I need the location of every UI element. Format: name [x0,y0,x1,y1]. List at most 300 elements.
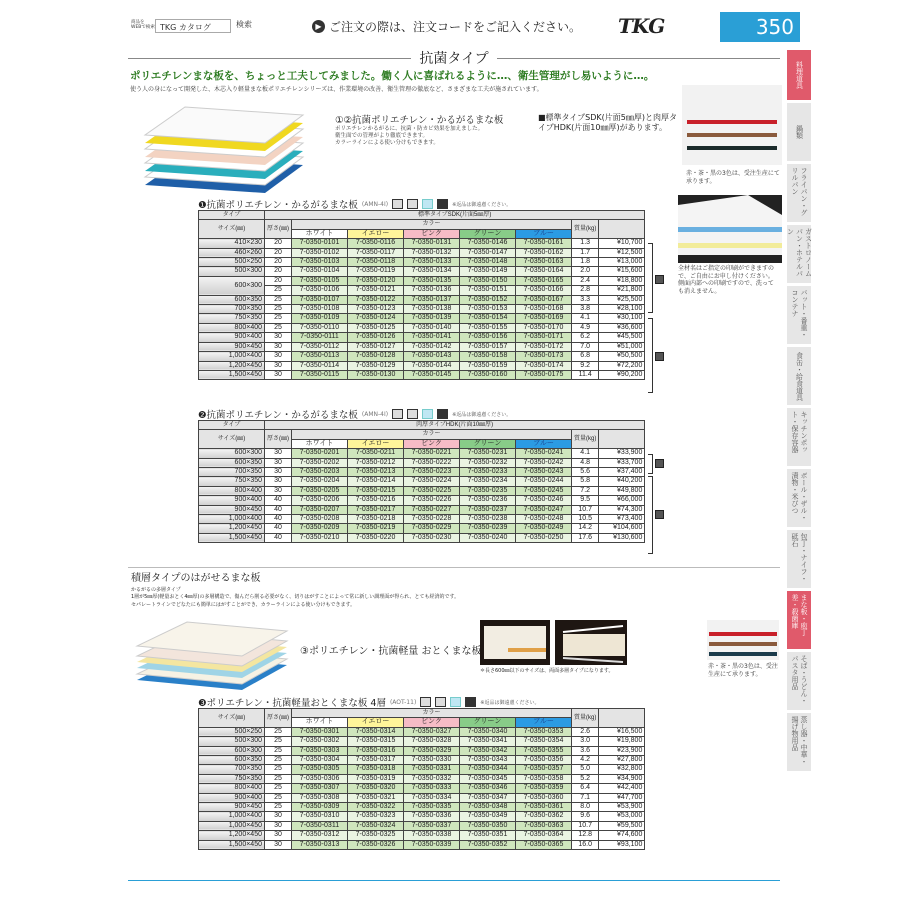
order-code-blue: 7-0350-0165 [516,276,572,285]
weight-cell: 3.6 [572,746,599,755]
order-code-blue: 7-0350-0358 [516,774,572,783]
size-cell: 500×250 [199,258,265,267]
order-code-yellow: 7-0350-0116 [348,239,404,248]
thickness-cell: 30 [265,352,292,361]
size-cell: 600×300 [199,449,265,458]
product-table-1 [198,198,645,380]
price-cell: ¥21,800 [599,286,645,295]
order-code-blue: 7-0350-0357 [516,765,572,774]
order-code-white: 7-0350-0105 [292,276,348,285]
order-code-green: 7-0350-0240 [460,533,516,542]
order-code-white: 7-0350-0208 [292,515,348,524]
sidebar-tab[interactable]: 料理道具 [787,50,811,100]
price-cell: ¥53,900 [599,803,645,812]
spec-icon [465,697,476,707]
order-code-yellow: 7-0350-0322 [348,803,404,812]
order-code-pink: 7-0350-0229 [404,524,460,533]
color-header: カラー [292,430,572,439]
order-code-blue: 7-0350-0243 [516,468,572,477]
order-code-yellow: 7-0350-0320 [348,784,404,793]
order-code-white: 7-0350-0313 [292,840,348,849]
size-cell: 800×400 [199,486,265,495]
spec-icon [422,409,433,419]
order-code-white: 7-0350-0307 [292,784,348,793]
weight-cell: 9.6 [572,812,599,821]
thickness-cell: 30 [265,468,292,477]
weight-cell: 1.7 [572,248,599,257]
order-code-green: 7-0350-0347 [460,793,516,802]
price-cell: ¥104,600 [599,524,645,533]
colors-note-2: 赤・茶・黒の3色は、受注生産にて承ります。 [708,663,778,678]
table-row [199,793,645,802]
order-code-pink: 7-0350-0223 [404,468,460,477]
order-code-green: 7-0350-0352 [460,840,516,849]
price-header [599,709,645,728]
order-code-green: 7-0350-0149 [460,267,516,276]
size-cell: 1,200×450 [199,361,265,370]
price-cell: ¥12,500 [599,248,645,257]
weight-cell: 2.4 [572,276,599,285]
order-code-yellow: 7-0350-0316 [348,746,404,755]
price-cell: ¥51,000 [599,342,645,351]
order-code-green: 7-0350-0231 [460,449,516,458]
thickness-cell: 20 [265,258,292,267]
order-code-pink: 7-0350-0136 [404,286,460,295]
order-code-white: 7-0350-0104 [292,267,348,276]
order-code-yellow: 7-0350-0117 [348,248,404,257]
order-code-yellow: 7-0350-0130 [348,370,404,379]
weight-cell: 6.8 [572,352,599,361]
table-title-text: ❶抗菌ポリエチレン・かるがるまな板 [198,200,358,211]
layered-subtitle: かるがるの多層タイプ [131,587,181,593]
table-row [199,305,645,314]
size-header: サイズ(㎜) [199,430,265,449]
weight-cell: 2.0 [572,267,599,276]
sidebar-tab[interactable]: 食缶・給食道具 [787,347,811,405]
order-code-white: 7-0350-0204 [292,477,348,486]
color-header: カラー [292,220,572,229]
order-code-white: 7-0350-0102 [292,248,348,257]
table-row [199,533,645,542]
thickness-cell: 25 [265,286,292,295]
table-row [199,458,645,467]
thickness-cell: 30 [265,342,292,351]
sidebar-tab[interactable]: 鍋類 [787,103,811,161]
price-cell: ¥59,500 [599,821,645,830]
product-3-label: ③ポリエチレン・抗菌軽量 おとくまな板 [300,646,482,657]
size-cell: 800×400 [199,323,265,332]
order-code-green: 7-0350-0341 [460,737,516,746]
price-cell: ¥93,100 [599,840,645,849]
order-code-pink: 7-0350-0339 [404,840,460,849]
thickness-cell: 25 [265,295,292,304]
size-cell: 600×350 [199,458,265,467]
order-code-pink: 7-0350-0336 [404,812,460,821]
price-cell: ¥42,400 [599,784,645,793]
order-code-green: 7-0350-0343 [460,756,516,765]
return-note: ※返品は御遠慮ください。 [452,411,512,418]
weight-cell: 4.9 [572,323,599,332]
size-cell: 1,200×450 [199,524,265,533]
order-code-green: 7-0350-0351 [460,831,516,840]
price-cell: ¥25,500 [599,295,645,304]
table-row [199,737,645,746]
weight-cell: 14.2 [572,524,599,533]
table-row [199,352,645,361]
table-row [199,803,645,812]
size-cell: 500×300 [199,737,265,746]
model-code: (AMN-4I) [361,410,389,418]
order-code-pink: 7-0350-0224 [404,477,460,486]
order-code-white: 7-0350-0110 [292,323,348,332]
thickness-cell: 25 [265,323,292,332]
size-cell: 700×350 [199,305,265,314]
order-code-blue: 7-0350-0167 [516,295,572,304]
weight-cell: 7.2 [572,486,599,495]
order-code-blue: 7-0350-0365 [516,840,572,849]
thickness-cell: 30 [265,361,292,370]
thickness-cell: 40 [265,524,292,533]
price-cell: ¥74,600 [599,831,645,840]
color-pink: ピンク [404,229,460,238]
spec-icon [435,697,446,707]
sidebar-tab[interactable]: 蒸し器・中華・揚げ物用品 [787,713,811,771]
order-code-pink: 7-0350-0333 [404,784,460,793]
order-notice-text: ご注文の際は、注文コードをご記入ください。 [329,20,582,34]
table-row [199,515,645,524]
order-code-white: 7-0350-0112 [292,342,348,351]
order-code-yellow: 7-0350-0127 [348,342,404,351]
color-green: グリーン [460,439,516,448]
thickness-cell: 20 [265,276,292,285]
order-code-white: 7-0350-0303 [292,746,348,755]
order-code-blue: 7-0350-0164 [516,267,572,276]
order-code-blue: 7-0350-0173 [516,352,572,361]
shipping-icon [655,352,664,361]
order-code-pink: 7-0350-0329 [404,746,460,755]
intro-12-desc: カラーラインによる使い分けもできます。 [335,140,439,146]
lead-subtext: 使う人の身になって開発した、木芯入り軽量まな板ポリエチレンシリーズは、作業環境の改善、衛生管理の徹底など、さまざまな工夫が施されています。 [130,86,543,93]
size-cell: 900×450 [199,803,265,812]
thickness-cell: 30 [265,333,292,342]
price-cell: ¥32,800 [599,765,645,774]
category-sidebar [787,50,811,774]
sidebar-tab[interactable]: ボール・ザル・漬物・米びつ [787,469,811,527]
catalog-search-input[interactable]: TKG カタログ [155,19,231,33]
sidebar-tab[interactable]: キッチンポット・保存容器 [787,408,811,466]
order-code-white: 7-0350-0113 [292,352,348,361]
table-row [199,840,645,849]
layered-desc: セパレートラインでどなたにも簡単にはがすことができ、カラーラインによる使い分けもできます。 [131,602,356,608]
order-code-white: 7-0350-0103 [292,258,348,267]
weight-cell: 8.0 [572,803,599,812]
weight-cell: 5.6 [572,468,599,477]
size-cell: 700×350 [199,765,265,774]
table-row [199,505,645,514]
size-cell: 600×300 [199,276,265,295]
order-code-blue: 7-0350-0174 [516,361,572,370]
order-code-yellow: 7-0350-0325 [348,831,404,840]
price-cell: ¥50,500 [599,352,645,361]
order-code-white: 7-0350-0205 [292,486,348,495]
order-code-yellow: 7-0350-0324 [348,821,404,830]
thickness-cell: 25 [265,765,292,774]
size-header: サイズ(㎜) [199,709,265,728]
order-code-yellow: 7-0350-0214 [348,477,404,486]
order-code-green: 7-0350-0154 [460,314,516,323]
weight-cell: 1.3 [572,239,599,248]
order-code-pink: 7-0350-0228 [404,515,460,524]
weight-cell: 4.1 [572,314,599,323]
order-code-blue: 7-0350-0166 [516,286,572,295]
order-code-pink: 7-0350-0230 [404,533,460,542]
table-title [198,696,645,708]
size-cell: 900×400 [199,496,265,505]
order-code-blue: 7-0350-0246 [516,496,572,505]
size-cell: 1,000×450 [199,821,265,830]
sidebar-tab[interactable]: フライパン・グリルパン [787,164,811,222]
size-cell: 1,000×400 [199,515,265,524]
weight-cell: 4.2 [572,756,599,765]
order-code-pink: 7-0350-0327 [404,727,460,736]
size-cell: 600×350 [199,756,265,765]
order-code-green: 7-0350-0147 [460,248,516,257]
spec-icon [437,199,448,209]
table-row [199,812,645,821]
order-code-blue: 7-0350-0355 [516,746,572,755]
order-code-pink: 7-0350-0338 [404,831,460,840]
arrow-circle-icon: ▶ [312,20,325,33]
table-row [199,765,645,774]
order-code-yellow: 7-0350-0124 [348,314,404,323]
color-pink: ピンク [404,439,460,448]
layered-title: 積層タイプのはがせるまな板 [131,573,261,584]
weight-cell: 7.1 [572,793,599,802]
order-code-blue: 7-0350-0250 [516,533,572,542]
order-code-pink: 7-0350-0139 [404,314,460,323]
price-cell: ¥90,200 [599,370,645,379]
color-yellow: イエロー [348,718,404,727]
color-green: グリーン [460,718,516,727]
sidebar-tab[interactable]: そば・うどん・パスタ用品 [787,652,811,710]
order-code-blue: 7-0350-0175 [516,370,572,379]
order-code-white: 7-0350-0111 [292,333,348,342]
spec-icon [422,199,433,209]
weight-cell: 5.8 [572,477,599,486]
order-code-yellow: 7-0350-0217 [348,505,404,514]
order-code-white: 7-0350-0306 [292,774,348,783]
order-code-pink: 7-0350-0133 [404,258,460,267]
order-code-white: 7-0350-0101 [292,239,348,248]
table-row [199,496,645,505]
size-cell: 900×400 [199,793,265,802]
color-blue: ブルー [516,718,572,727]
sidebar-tab[interactable]: ガストロノームパン・ホテルパン [787,225,811,283]
order-code-yellow: 7-0350-0321 [348,793,404,802]
order-code-pink: 7-0350-0328 [404,737,460,746]
search-button[interactable]: 検索 [236,20,252,29]
size-cell: 500×300 [199,267,265,276]
weight-cell: 5.0 [572,765,599,774]
price-cell: ¥36,600 [599,323,645,332]
order-code-pink: 7-0350-0142 [404,342,460,351]
lead-text: ポリエチレンまな板を、ちょっと工夫してみました。働く人に喜ばれるように…、衛生管理がし易いように…。 [130,70,655,82]
weight-cell: 1.8 [572,258,599,267]
order-code-green: 7-0350-0150 [460,276,516,285]
price-cell: ¥34,900 [599,774,645,783]
intro-12 [335,112,535,147]
order-code-pink: 7-0350-0141 [404,333,460,342]
thickness-cell: 30 [265,821,292,830]
price-cell: ¥66,000 [599,496,645,505]
weight-header: 質量(kg) [572,220,599,239]
order-code-pink: 7-0350-0134 [404,267,460,276]
order-code-pink: 7-0350-0143 [404,352,460,361]
sidebar-tab[interactable]: 包丁・ナイフ・砥石 [787,530,811,588]
order-code-white: 7-0350-0209 [292,524,348,533]
table-row [199,342,645,351]
price-cell: ¥28,100 [599,305,645,314]
price-cell: ¥33,700 [599,458,645,467]
order-code-pink: 7-0350-0140 [404,323,460,332]
order-code-white: 7-0350-0312 [292,831,348,840]
spec-icon [407,199,418,209]
layered-board-image [132,620,292,692]
thickness-cell: 25 [265,756,292,765]
intro-12-desc: ポリエチレンかるがるに、抗菌・防カビ効果を加えました。 [335,126,484,132]
price-cell: ¥30,100 [599,314,645,323]
thickness-cell: 40 [265,515,292,524]
thickness-cell: 30 [265,840,292,849]
order-code-white: 7-0350-0304 [292,756,348,765]
table-row [199,746,645,755]
order-code-blue: 7-0350-0359 [516,784,572,793]
table-row [199,477,645,486]
table-row [199,370,645,379]
weight-cell: 3.8 [572,305,599,314]
weight-cell: 5.2 [572,774,599,783]
order-code-yellow: 7-0350-0323 [348,812,404,821]
order-code-green: 7-0350-0345 [460,774,516,783]
thickness-cell: 25 [265,737,292,746]
order-code-pink: 7-0350-0145 [404,370,460,379]
table-title [198,408,645,420]
color-yellow: イエロー [348,229,404,238]
order-code-blue: 7-0350-0245 [516,486,572,495]
size-cell: 460×260 [199,248,265,257]
order-code-white: 7-0350-0206 [292,496,348,505]
type-header: タイプ [199,211,265,220]
price-cell: ¥49,800 [599,486,645,495]
order-code-white: 7-0350-0114 [292,361,348,370]
order-code-white: 7-0350-0308 [292,793,348,802]
weight-cell: 6.2 [572,333,599,342]
order-code-pink: 7-0350-0131 [404,239,460,248]
color-white: ホワイト [292,439,348,448]
weight-cell: 16.0 [572,840,599,849]
table-row [199,821,645,830]
price-cell: ¥73,400 [599,515,645,524]
price-cell: ¥47,700 [599,793,645,802]
order-code-blue: 7-0350-0363 [516,821,572,830]
order-code-green: 7-0350-0146 [460,239,516,248]
price-cell: ¥15,600 [599,267,645,276]
web-search-label: 商品を WEBで検索 [131,20,155,30]
order-code-yellow: 7-0350-0219 [348,524,404,533]
color-white: ホワイト [292,718,348,727]
order-code-yellow: 7-0350-0129 [348,361,404,370]
order-code-yellow: 7-0350-0218 [348,515,404,524]
thickness-cell: 25 [265,305,292,314]
order-code-white: 7-0350-0311 [292,821,348,830]
table-row [199,239,645,248]
order-code-yellow: 7-0350-0220 [348,533,404,542]
sidebar-tab[interactable]: バット・番重・コンテナ [787,286,811,344]
order-code-blue: 7-0350-0353 [516,727,572,736]
order-code-yellow: 7-0350-0318 [348,765,404,774]
table-title [198,198,645,210]
spec-icon [407,409,418,419]
order-code-white: 7-0350-0309 [292,803,348,812]
order-code-green: 7-0350-0350 [460,821,516,830]
size-cell: 900×400 [199,333,265,342]
order-code-green: 7-0350-0344 [460,765,516,774]
order-code-green: 7-0350-0158 [460,352,516,361]
table-row [199,784,645,793]
type-note: ■標準タイプSDK(片面5㎜厚)と肉厚タイプHDK(片面10㎜厚)があります。 [538,113,677,132]
size-cell: 750×350 [199,477,265,486]
order-code-green: 7-0350-0340 [460,727,516,736]
order-code-green: 7-0350-0346 [460,784,516,793]
return-note: ※返品は御遠慮ください。 [480,699,540,706]
sidebar-tab[interactable]: まな板・庖丁差・殺菌庫 [787,591,811,649]
weight-header: 質量(kg) [572,709,599,728]
order-code-blue: 7-0350-0364 [516,831,572,840]
table-row [199,774,645,783]
table-row [199,333,645,342]
order-code-yellow: 7-0350-0212 [348,458,404,467]
color-white: ホワイト [292,229,348,238]
order-code-white: 7-0350-0301 [292,727,348,736]
price-cell: ¥45,500 [599,333,645,342]
order-code-yellow: 7-0350-0122 [348,295,404,304]
order-code-blue: 7-0350-0169 [516,314,572,323]
order-code-pink: 7-0350-0222 [404,458,460,467]
order-code-white: 7-0350-0203 [292,468,348,477]
order-code-pink: 7-0350-0135 [404,276,460,285]
page-number: 350 [720,12,800,42]
table-row [199,486,645,495]
order-code-pink: 7-0350-0330 [404,756,460,765]
order-code-green: 7-0350-0238 [460,515,516,524]
model-code: (AOT-11) [389,698,417,706]
weight-cell: 7.0 [572,342,599,351]
color-line-boards-photo-2 [707,620,779,660]
size-cell: 600×300 [199,746,265,755]
layer-photo-1 [480,620,550,665]
size-cell: 1,500×450 [199,370,265,379]
size-cell: 600×350 [199,295,265,304]
order-code-blue: 7-0350-0241 [516,449,572,458]
order-code-blue: 7-0350-0162 [516,248,572,257]
price-cell: ¥27,800 [599,756,645,765]
order-code-green: 7-0350-0239 [460,524,516,533]
size-cell: 900×450 [199,342,265,351]
weight-cell: 10.5 [572,515,599,524]
order-code-green: 7-0350-0232 [460,458,516,467]
order-code-pink: 7-0350-0331 [404,765,460,774]
order-code-blue: 7-0350-0249 [516,524,572,533]
